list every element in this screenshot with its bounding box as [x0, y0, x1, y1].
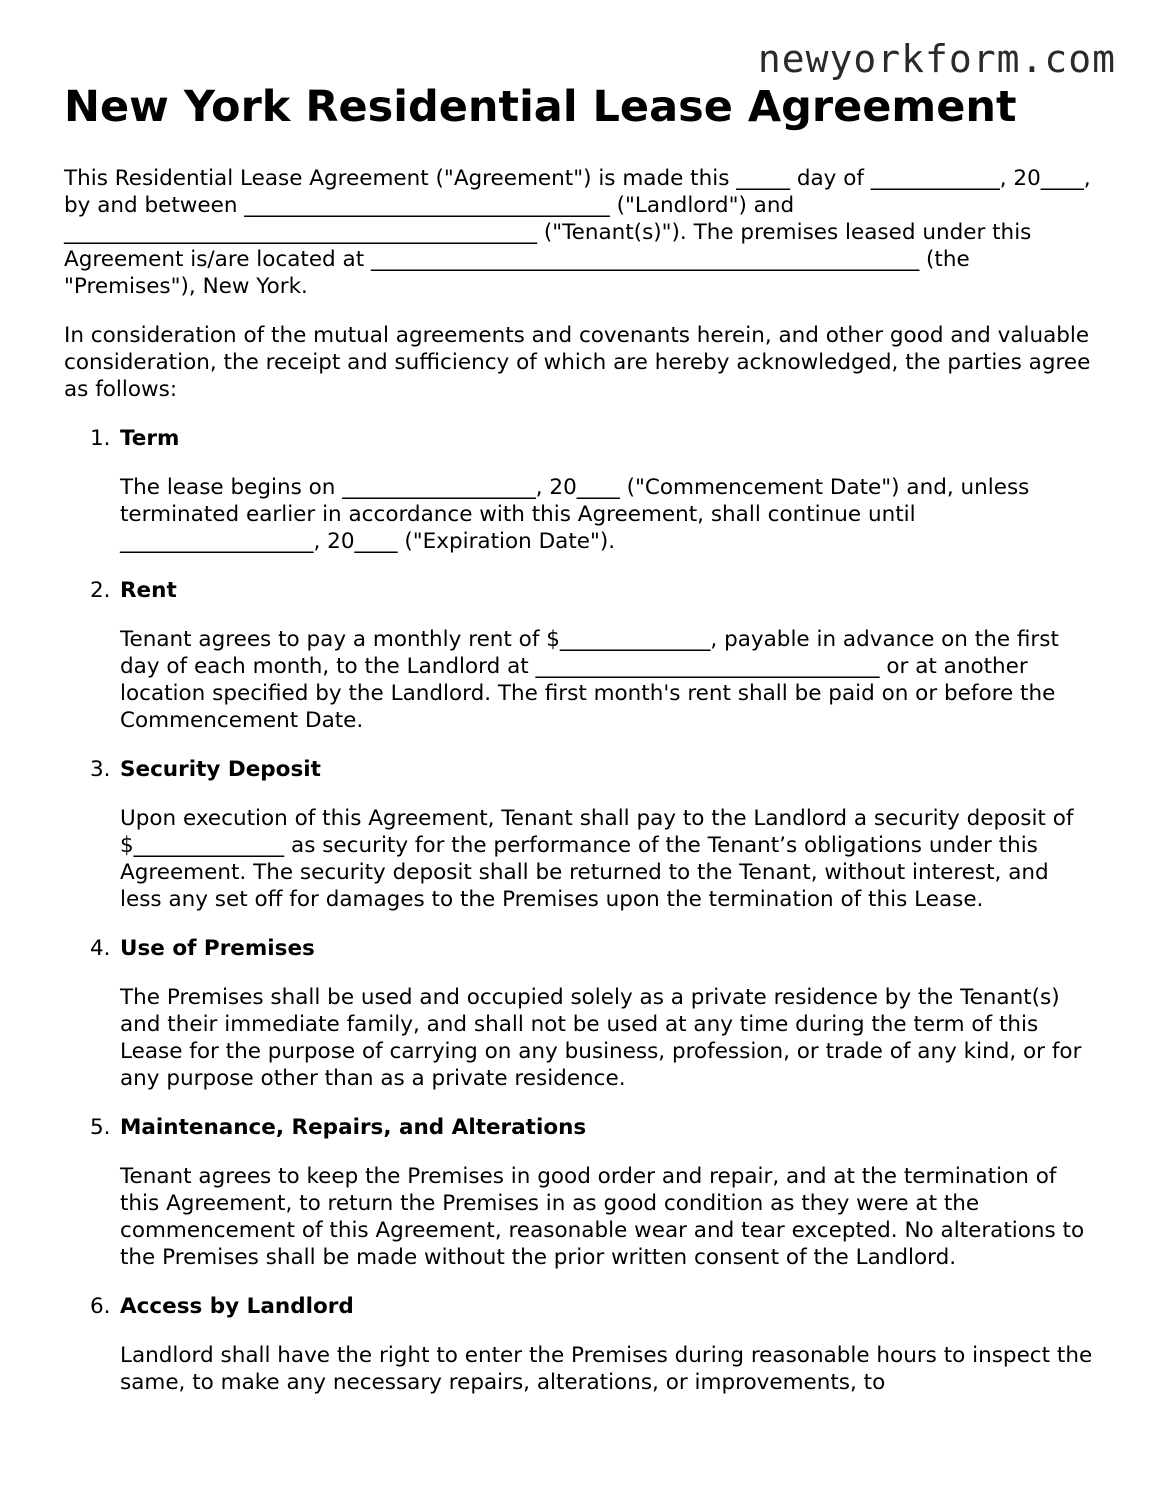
- clause-heading: Term: [120, 426, 180, 451]
- clause-number: 5.: [90, 1115, 111, 1140]
- clause-heading: Rent: [120, 578, 177, 603]
- document-body: [64, 165, 1094, 1418]
- clause-heading: Maintenance, Repairs, and Alterations: [120, 1115, 587, 1140]
- clause-number: 3.: [90, 757, 111, 782]
- intro-paragraph: This Residential Lease Agreement ("Agreement") is made this _____ day of ____________, 20____, by and between __________________________________ ("Landlord") and ____________________________________________ ("Tenant(s)"). The premises leased under this Agreement is/are located at ___________________________________________________ (the "Premises"), New York.: [64, 166, 1091, 299]
- clause-maintenance: [64, 1114, 1094, 1271]
- clause-body: The lease begins on __________________, 20____ ("Commencement Date") and, unless terminated earlier in accordance with this Agreement, shall continue until __________________, 20____ ("Expiration Date").: [120, 475, 1030, 554]
- clause-body: Upon execution of this Agreement, Tenant shall pay to the Landlord a security deposit of $______________ as security for the performance of the Tenant’s obligations under this Agreement. The security deposit shall be returned to the Tenant, without interest, and less any set off for damages to the Premises upon the termination of this Lease.: [120, 806, 1074, 912]
- clause-body: Landlord shall have the right to enter the Premises during reasonable hours to inspect the same, to make any necessary repairs, alterations, or improvements, to: [120, 1343, 1093, 1395]
- clause-number: 1.: [90, 426, 111, 451]
- clause-number: 2.: [90, 578, 111, 603]
- clause-access-by-landlord: [64, 1293, 1094, 1396]
- clause-rent: [64, 577, 1094, 734]
- page-title: New York Residential Lease Agreement: [64, 82, 1017, 132]
- clause-heading: Security Deposit: [120, 757, 321, 782]
- clause-number: 4.: [90, 936, 111, 961]
- clause-body: The Premises shall be used and occupied solely as a private residence by the Tenant(s) and their immediate family, and shall not be used at any time during the term of this Lease for the purpose of carrying on any business, profession, or trade of any kind, or for any purpose other than as a private residence.: [120, 985, 1082, 1091]
- clause-use-of-premises: [64, 935, 1094, 1092]
- clause-security-deposit: [64, 756, 1094, 913]
- site-watermark: newyorkform.com: [757, 37, 1116, 81]
- clause-body: Tenant agrees to keep the Premises in good order and repair, and at the termination of this Agreement, to return the Premises in as good condition as they were at the commencement of this Agreement, reasonable wear and tear excepted. No alterations to the Premises shall be made without the prior written consent of the Landlord.: [120, 1164, 1085, 1270]
- clause-heading: Access by Landlord: [120, 1294, 354, 1319]
- clause-number: 6.: [90, 1294, 111, 1319]
- clause-heading: Use of Premises: [120, 936, 315, 961]
- clause-body: Tenant agrees to pay a monthly rent of $______________, payable in advance on the first day of each month, to the Landlord at ________________________________ or at another location specified by the Landlord. The first month's rent shall be paid on or before the Commencement Date.: [120, 627, 1059, 733]
- clause-term: [64, 425, 1094, 555]
- clause-list: [64, 425, 1094, 1396]
- consideration-paragraph: In consideration of the mutual agreements and covenants herein, and other good and valuable consideration, the receipt and sufficiency of which are hereby acknowledged, the parties agree as follows:: [64, 323, 1091, 402]
